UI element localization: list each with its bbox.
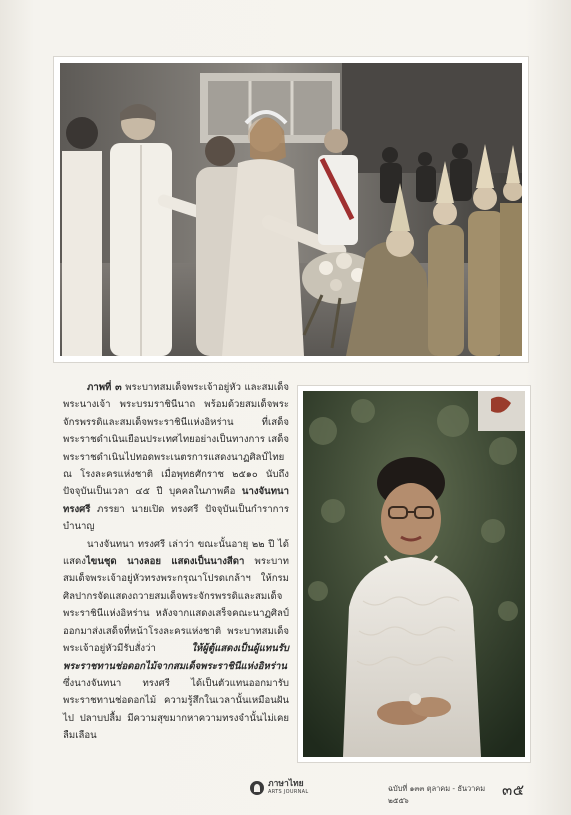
paragraph-2-text-c: ซึ่งนางจันทนา ทรงศรี ได้เป็นตัวแทนออกมารับพระราชทานช่อดอกไม้ ความรู้สึกในเวลานั้นเหมือนฝันไป ปลาบปลื้ม มีความสุขมากหาความทรงจำนั้นไม่เคยลืมเลือน <box>63 677 289 742</box>
paragraph-2-text-b: พระบาทสมเด็จพระเจ้าอยู่หัวทรงพระกรุณาโปรดเกล้าฯ ให้กรมศิลปากรจัดแสดงถวายสมเด็จพระจักรพรรดิและสมเด็จพระราชินีแห่งอิหร่าน หลังจากแสดงเสร็จคณะนาฏศิลป์ออกมาส่งเสด็จที่หน้าโรงละครแห่งชาติ พระบาทสมเด็จพระเจ้าอยู่หัวมีรับสั่งว่า <box>63 556 289 655</box>
paragraph-2-text-a: นางจันทนา ทรงศรี เล่าว่า ขณะนั้นอายุ ๒๒ ปี ได้แสดง <box>63 538 289 568</box>
photo-ceremony <box>60 63 522 356</box>
paragraph-1-text-b: ภรรยา นายเปิด ทรงศรี ปัจจุบันเป็นกำราการบำนาญ <box>63 503 289 533</box>
photo-portrait-art <box>303 391 525 757</box>
photo-ceremony-art <box>60 63 522 356</box>
journal-logo <box>250 780 308 796</box>
page-footer <box>0 778 571 805</box>
photo-portrait <box>303 391 525 757</box>
photo-frame-top <box>54 57 528 362</box>
page-number: ๓๕ <box>502 781 525 799</box>
caption-label: ภาพที่ ๓ <box>87 382 122 393</box>
photo-frame-portrait <box>298 386 530 762</box>
issue-info: ฉบับที่ ๑๓๓ ตุลาคม - ธันวาคม ๒๕๕๖ <box>388 784 486 805</box>
royal-quote: ให้ผู้ตู้แสดงเป็นผู้แทนรับพระราชทานช่อดอกไม้จากสมเด็จพระราชินีแห่งอิหร่าน <box>63 643 289 672</box>
journal-logo-name: ภาษาไทย <box>268 779 304 789</box>
performance-title: ไขนชุด นางลอย แสดงเป็นนางสีดา <box>85 556 245 568</box>
journal-logo-sub: ARTS JOURNAL <box>268 789 309 795</box>
paragraph-2 <box>63 536 289 745</box>
article-body <box>63 379 289 745</box>
journal-logo-icon <box>250 781 264 795</box>
paragraph-1 <box>63 379 289 536</box>
person-name: นางจันทนา ทรงศรี <box>63 486 289 515</box>
paragraph-1-text-a: พระบาทสมเด็จพระเจ้าอยู่หัว และสมเด็จพระนางเจ้า พระบรมราชินีนาถ พร้อมด้วยสมเด็จพระจักรพรรดิและสมเด็จพระราชินีแห่งอิหร่าน ที่เสด็จพระราชดำเนินเยือนประเทศไทยอย่างเป็นทางการ เสด็จพระราชดำเนินไปทอดพระเนตรการแสดงนาฏศิลป์ไทย ณ โรงละครแห่งชาติ เมื่อพุทธศักราช ๒๕๑๐ นับถึงปัจจุบันเป็นเวลา ๔๕ ปี บุคคลในภาพคือ <box>63 382 289 498</box>
